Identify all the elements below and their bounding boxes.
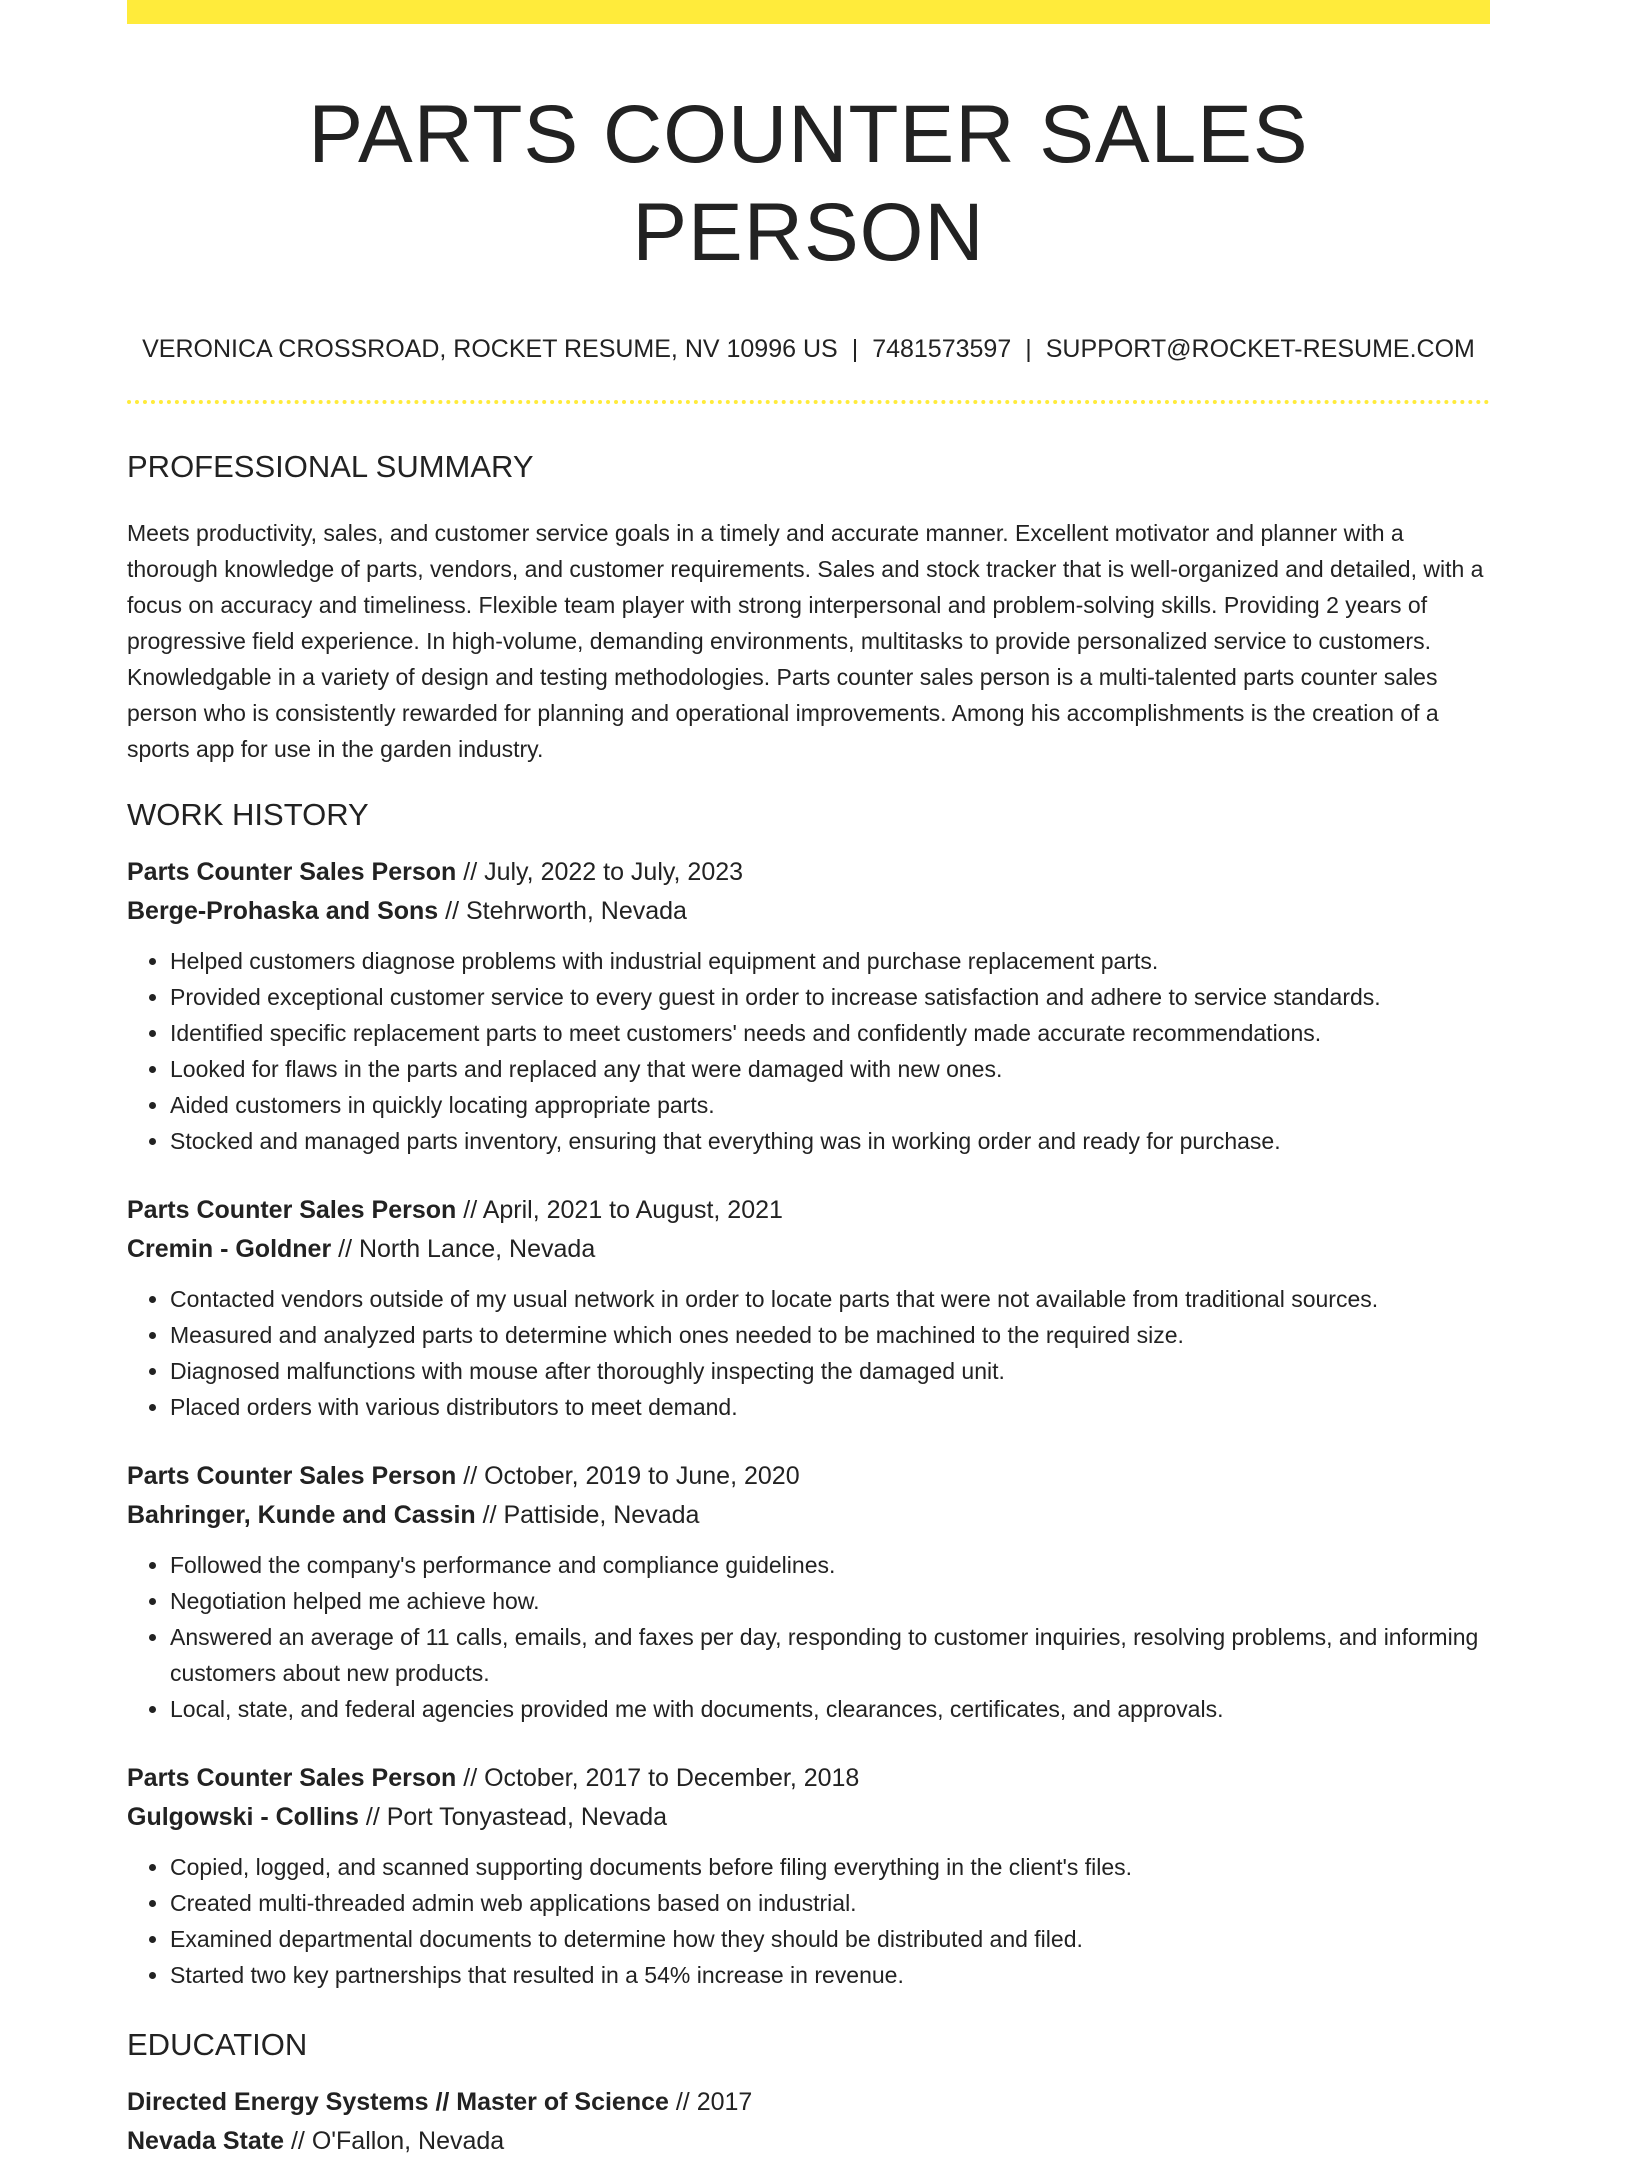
job-bullet: • Measured and analyzed parts to determine which ones needed to be machined to the required size. — [170, 1317, 1490, 1353]
job-company-line — [127, 892, 1490, 931]
job-bullet: • Examined departmental documents to determine how they should be distributed and filed. — [170, 1921, 1490, 1957]
contact-phone: 7481573597 — [872, 334, 1012, 363]
dotted-divider — [127, 400, 1490, 404]
contact-email: SUPPORT@ROCKET-RESUME.COM — [1045, 334, 1475, 363]
job-bullet: • Created multi-threaded admin web applications based on industrial. — [170, 1885, 1490, 1921]
job-entry — [127, 1457, 1490, 1727]
contact-line — [127, 335, 1490, 364]
job-bullet: • Placed orders with various distributors to meet demand. — [170, 1389, 1490, 1425]
job-location: // Stehrworth, Nevada — [438, 897, 687, 926]
job-dates: // July, 2022 to July, 2023 — [456, 858, 744, 887]
job-location: // Pattiside, Nevada — [475, 1501, 700, 1530]
education-entry — [127, 2083, 1490, 2161]
job-title-line — [127, 1457, 1490, 1496]
job-bullet: • Aided customers in quickly locating appropriate parts. — [170, 1087, 1490, 1123]
contact-separator: | — [851, 334, 859, 363]
education-degree-line — [127, 2083, 1490, 2122]
job-dates: // October, 2019 to June, 2020 — [456, 1462, 800, 1491]
job-bullets — [127, 1547, 1490, 1727]
job-entry — [127, 1759, 1490, 1993]
job-dates: // April, 2021 to August, 2021 — [456, 1196, 783, 1225]
job-entry — [127, 853, 1490, 1159]
job-position: Parts Counter Sales Person — [127, 858, 457, 887]
job-company: Bahringer, Kunde and Cassin — [127, 1501, 476, 1530]
education-location: // O'Fallon, Nevada — [284, 2127, 505, 2156]
job-bullets — [127, 1849, 1490, 1993]
job-position: Parts Counter Sales Person — [127, 1764, 457, 1793]
job-company-line — [127, 1230, 1490, 1269]
job-bullet: • Provided exceptional customer service to every guest in order to increase satisfaction and adhere to service standards. — [170, 979, 1490, 1015]
job-bullet: • Local, state, and federal agencies provided me with documents, clearances, certificates, and approvals. — [170, 1691, 1490, 1727]
job-bullet: • Stocked and managed parts inventory, ensuring that everything was in working order and ready for purchase. — [170, 1123, 1490, 1159]
job-title-line — [127, 1759, 1490, 1798]
education-degree: Directed Energy Systems // Master of Science — [127, 2088, 669, 2117]
job-bullet: • Identified specific replacement parts to meet customers' needs and confidently made accurate recommendations. — [170, 1015, 1490, 1051]
job-bullet: • Copied, logged, and scanned supporting documents before filing everything in the client's files. — [170, 1849, 1490, 1885]
job-bullet: • Answered an average of 11 calls, emails, and faxes per day, responding to customer inquiries, resolving problems, and informing customers about new products. — [170, 1619, 1490, 1691]
job-bullet: • Followed the company's performance and compliance guidelines. — [170, 1547, 1490, 1583]
contact-address: VERONICA CROSSROAD, ROCKET RESUME, NV 10996 US — [142, 334, 838, 363]
section-title-summary: PROFESSIONAL SUMMARY — [127, 448, 534, 484]
job-position: Parts Counter Sales Person — [127, 1196, 457, 1225]
job-entry — [127, 1191, 1490, 1425]
summary-text: Meets productivity, sales, and customer service goals in a timely and accurate manner. Excellent motivator and planner with a thorough knowledge of parts, vendors, and customer requirements. Sales and stock tracker that is well-organized and detailed, with a focus on accuracy and timeliness. Flexible team player with strong interpersonal and problem-solving skills. Providing 2 years of progressive field experience. In high-volume, demanding environments, multitasks to provide personalized service to customers. Knowledgable in a variety of design and testing methodologies. Parts counter sales person is a multi-talented parts counter sales person who is consistently rewarded for planning and operational improvements. Among his accomplishments is the creation of a sports app for use in the garden industry. — [127, 519, 1484, 762]
job-bullet: • Started two key partnerships that resulted in a 54% increase in revenue. — [170, 1957, 1490, 1993]
job-company-line — [127, 1496, 1490, 1535]
job-position: Parts Counter Sales Person — [127, 1462, 457, 1491]
job-dates: // October, 2017 to December, 2018 — [456, 1764, 860, 1793]
education-school: Nevada State — [127, 2127, 285, 2156]
resume-page — [127, 0, 1490, 2161]
job-bullet: • Looked for flaws in the parts and replaced any that were damaged with new ones. — [170, 1051, 1490, 1087]
job-company-line — [127, 1798, 1490, 1837]
accent-top-bar — [127, 0, 1490, 24]
job-company: Cremin - Goldner — [127, 1235, 332, 1264]
contact-separator: | — [1025, 334, 1032, 363]
education-year: // 2017 — [668, 2088, 753, 2117]
job-bullet: • Helped customers diagnose problems with industrial equipment and purchase replacement parts. — [170, 943, 1490, 979]
job-company: Gulgowski - Collins — [127, 1803, 359, 1832]
job-bullet: • Contacted vendors outside of my usual network in order to locate parts that were not available from traditional sources. — [170, 1281, 1490, 1317]
job-bullet: • Negotiation helped me achieve how. — [170, 1583, 1490, 1619]
resume-title: PARTS COUNTER SALES PERSON — [308, 89, 1309, 279]
job-title-line — [127, 853, 1490, 892]
job-bullets — [127, 943, 1490, 1159]
education-school-line — [127, 2122, 1490, 2161]
job-company: Berge-Prohaska and Sons — [127, 897, 439, 926]
job-title-line — [127, 1191, 1490, 1230]
job-bullet: • Diagnosed malfunctions with mouse after thoroughly inspecting the damaged unit. — [170, 1353, 1490, 1389]
section-title-education: EDUCATION — [127, 2027, 308, 2063]
section-title-work-history: WORK HISTORY — [127, 796, 369, 832]
job-location: // North Lance, Nevada — [331, 1235, 596, 1264]
job-location: // Port Tonyastead, Nevada — [358, 1803, 668, 1832]
job-bullets — [127, 1281, 1490, 1425]
